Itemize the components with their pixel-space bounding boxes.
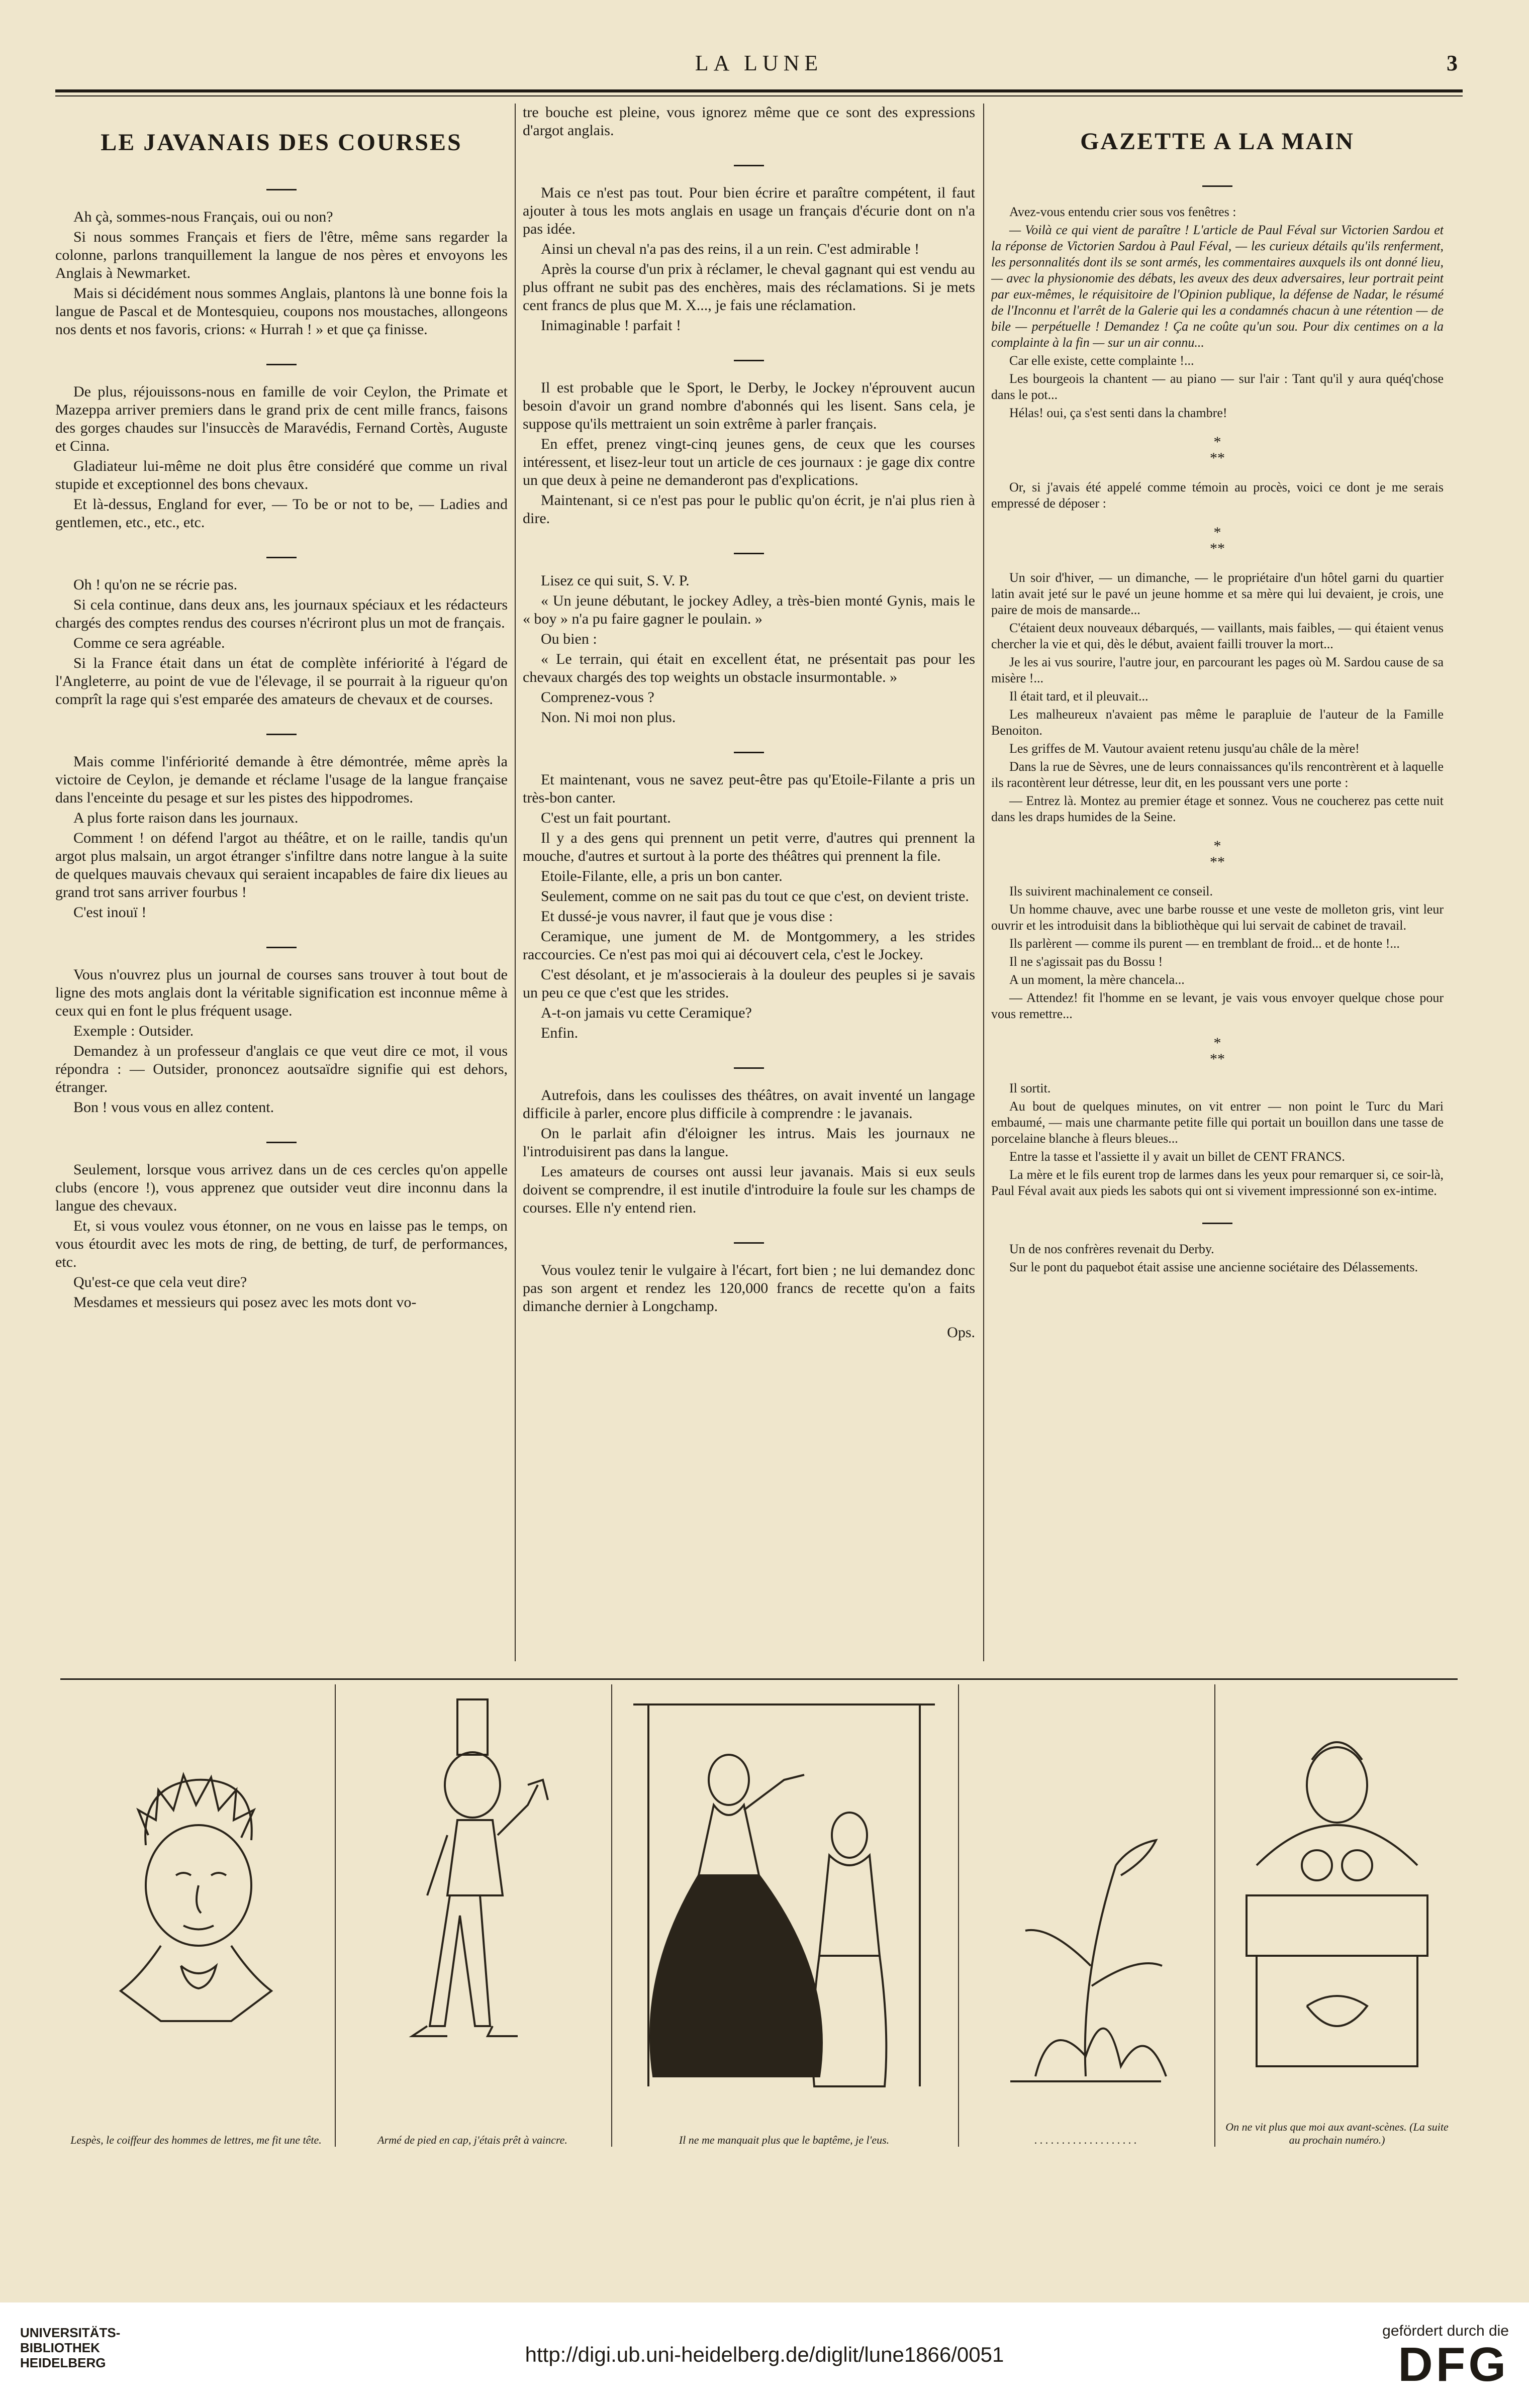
panel-divider [958,1684,959,2147]
cartoon-caption: . . . . . . . . . . . . . . . . . . . [1034,2134,1137,2146]
paragraph: Mais si décidément nous sommes Anglais, plantons là une bonne fois la langue de Pascal et de Montesquieu, coupons nos moustaches, allongeons nos dents et nos favoris, crions: « Hurrah ! » et que ça finisse. [55,285,508,338]
sponsor-block [1382,2323,1509,2390]
paragraph: Enfin. [541,1025,579,1041]
paragraph: C'est désolant, et je m'associerais à la douleur des peuples si je savais un peu ce que c'est que les strides. [523,966,975,1001]
panel-divider [611,1684,612,2147]
article-title-gazette: GAZETTE A LA MAIN [1080,128,1355,155]
cartoon-panel-armed [337,1684,608,2147]
paragraph: Il est probable que le Sport, le Derby, le Jockey n'éprouvent aucun besoin d'avoir un grand nombre d'abonnés qui les lisent. Sans cela, je suppose qu'ils mettraient un soin extrême à parler français. [523,379,975,432]
paragraph: Avez-vous entendu crier sous vos fenêtres : [1009,205,1236,219]
section-dash [523,740,975,758]
paragraph: A-t-on jamais vu cette Ceramique? [541,1005,752,1021]
cartoon-caption: Lespès, le coiffeur des hommes de lettres, me fit une tête. [70,2134,322,2146]
paragraph: Ils parlèrent — comme ils purent — en tremblant de froid... et de honte !... [1009,936,1400,951]
paragraph: Et là-dessus, England for ever, — To be or not to be, — Ladies and gentlemen, etc., etc., etc. [55,496,508,531]
paragraph: Il était tard, et il pleuvait... [1009,689,1149,704]
paragraph: Si cela continue, dans deux ans, les journaux spéciaux et les rédacteurs chargés des comptes rendus des courses n'écriront plus un mot de français. [55,596,508,631]
section-dash [55,1130,508,1148]
paragraph: Demandez à un professeur d'anglais ce que veut dire ce mot, il vous répondra : — Outsider, prononcez aoutsaïdre signifie qui est dehors, étranger. [55,1043,508,1095]
section-dash [523,348,975,366]
paragraph: Exemple : Outsider. [73,1023,194,1039]
section-dash [991,175,1444,191]
column-1 [55,104,508,1661]
paragraph: Ah çà, sommes-nous Français, oui ou non? [73,209,333,225]
source-url-link[interactable]: http://digi.ub.uni-heidelberg.de/diglit/lune1866/0051 [525,2343,1004,2366]
paragraph: Mais comme l'infériorité demande à être démontrée, même après la victoire de Ceylon, je demande et réclame l'usage de la langue française dans l'enceinte du pesage et sur les pistes des hippodromes. [55,753,508,806]
paragraph: Seulement, comme on ne sait pas du tout ce que c'est, on devient triste. [541,888,969,905]
paragraph: Non. Ni moi non plus. [541,709,676,726]
section-dash [523,1230,975,1248]
author-signature: Ops. [947,1324,975,1341]
paragraph: Si la France était dans un état de complète infériorité à l'égard de l'Angleterre, au point de vue de l'élevage, il se pourrait à la rigueur qu'on comprît la rage qui s'est emparée des amateurs de chevaux et de courses. [55,655,508,708]
paragraph: Mais ce n'est pas tout. Pour bien écrire et paraître compétent, il faut ajouter à tous les mots anglais en usage un français d'écurie dont on n'a pas idée. [523,184,975,237]
paragraph: Un homme chauve, avec une barbe rousse et une veste de molleton gris, vint leur ouvrir et les introduisit dans la bibliothèque qui lui servait de cabinet de travail. [991,902,1444,933]
paragraph: C'est inouï ! [73,904,147,921]
section-dash [523,541,975,559]
asterism: * ** [1210,1035,1225,1067]
paragraph: Autrefois, dans les coulisses des théâtres, on avait inventé un langage difficile à parler, encore plus difficile à comprendre : le javanais. [523,1087,975,1122]
paragraph: Or, si j'avais été appelé comme témoin au procès, voici ce dont je me serais empressé de déposer : [991,480,1444,511]
paragraph: Et maintenant, vous ne savez peut-être pas qu'Etoile-Filante a pris un très-bon canter. [523,771,975,806]
institution-line: BIBLIOTHEK [20,2340,100,2355]
paragraph: Ceramique, une jument de M. de Montgommery, a les strides raccourcies. Ce n'est pas moi qui ai découvert cela, c'est le Jockey. [523,928,975,963]
paragraph: Vous n'ouvrez plus un journal de courses sans trouver à tout bout de ligne des mots anglais dont la véritable signification est inconnue même à ceux qui en font le plus fréquent usage. [55,966,508,1019]
cartoon-panel-theatre [1216,1684,1458,2147]
column-3 [991,104,1444,1661]
paragraph: Hélas! oui, ça s'est senti dans la chambre! [1009,406,1227,420]
paragraph: Car elle existe, cette complainte !... [1009,353,1194,368]
masthead-title: LA LUNE [695,51,823,75]
column-2 [523,104,975,1661]
section-dash [55,935,508,953]
paragraph: Sur le pont du paquebot était assise une ancienne sociétaire des Délassements. [1009,1260,1418,1274]
paragraph: Les griffes de M. Vautour avaient retenu jusqu'au châle de la mère! [1009,741,1360,756]
paragraph: Au bout de quelques minutes, on vit entrer — non point le Turc du Mari embaumé, — mais une charmante petite fille qui portait un bouillon dans une tasse de porcelaine blanche à fleurs bleues... [991,1099,1444,1146]
institution-line: UNIVERSITÄTS- [20,2325,121,2340]
paragraph: C'étaient deux nouveaux débarqués, — vaillants, mais faibles, — qui étaient venus chercher la vie et qui, dès le début, avaient failli trouver la mort... [991,621,1444,651]
cartoon-panel-barber [60,1684,332,2147]
header-rule-thin [55,95,1463,96]
paragraph: Ils suivirent machinalement ce conseil. [1009,884,1213,898]
paragraph: — Attendez! fit l'homme en se levant, je vais vous envoyer quelque chose pour vous remettre... [991,990,1444,1021]
page-header [60,48,1458,78]
paragraph: Bon ! vous vous en allez content. [73,1099,274,1116]
cartoon-panel-plant [960,1684,1211,2147]
paragraph: De plus, réjouissons-nous en famille de voir Ceylon, the Primate et Mazeppa arriver premiers dans le grand prix de cent mille francs, faisons des gorges chaudes sur l'insuccès de Maravédis, Fernand Cortès, Auguste et Cinna. [55,383,508,454]
paragraph: Un soir d'hiver, — un dimanche, — le propriétaire d'un hôtel garni du quartier latin avait jeté sur le pavé un jeune homme et sa mère qui lui devaient, je crois, une paire de mois de mansarde... [991,570,1444,617]
page-number: 3 [1447,51,1458,75]
paragraph: Après la course d'un prix à réclamer, le cheval gagnant qui est vendu au plus offrant ne subit pas des enchères, mais des réclamations. Si je mets cent francs de plus que M. X..., je fais une réclamation. [523,261,975,314]
section-dash [55,352,508,370]
paragraph: Les amateurs de courses ont aussi leur javanais. Mais si eux seuls doivent se comprendre, il est inutile d'introduire la foule sur les champs de courses. Elle n'y entend rien. [523,1163,975,1216]
paragraph: Dans la rue de Sèvres, une de leurs connaissances qu'ils rencontrèrent et à laquelle ils racontèrent leur détresse, leur dit, en les poussant vers une porte : [991,759,1444,790]
dfg-logo: DFG [1398,2338,1509,2391]
paragraph: Etoile-Filante, elle, a pris un bon canter. [541,868,783,884]
section-dash [523,153,975,171]
paragraph: A plus forte raison dans les journaux. [73,810,299,826]
paragraph: Il ne s'agissait pas du Bossu ! [1009,954,1163,969]
paragraph: Si nous sommes Français et fiers de l'être, même sans regarder la colonne, parlons tranquillement la langue de nos pères et envoyons les Anglais à Newmarket. [55,229,508,281]
paragraph: Comme ce sera agréable. [73,635,225,651]
paragraph: C'est un fait pourtant. [541,810,671,826]
paragraph: A un moment, la mère chancela... [1009,972,1185,987]
paragraph: Les malheureux n'avaient pas même le parapluie de l'auteur de la Famille Benoiton. [991,707,1444,738]
paragraph: Ainsi un cheval n'a pas des reins, il a un rein. C'est admirable ! [541,241,920,257]
section-dash [55,545,508,563]
cartoon-strip-rule [60,1678,1458,1680]
paragraph: — Voilà ce qui vient de paraître ! L'article de Paul Féval sur Victorien Sardou et la réponse de Victorien Sardou à Paul Féval, — les curieux détails qu'ils renferment, les personnalités dont ils se sont armés, les commentaires auxquels ils ont donné lieu, — avec la physionomie des débats, les aveux des deux adversaires, leur portrait peint par eux-mêmes, le réquisitoire de l'Opinion publique, la défense de Nadar, le résumé de l'Inconnu et l'arrêt de la Galerie qui les a condamnés chacun à une rétention — de bile — perpétuelle ! Demandez ! Ça ne coûte qu'un sou. Pour dix centimes on a la complainte à la fin — sur un air connu... [991,223,1444,350]
article-title-javanais: LE JAVANAIS DES COURSES [101,129,462,156]
paragraph: « Le terrain, qui était en excellent état, ne présentait pas pour les chevaux chargés des top weights un obstacle insurmontable. » [523,651,975,685]
paragraph: Comment ! on défend l'argot au théâtre, et on le raille, tandis qu'un argot plus malsain, un argot étranger s'infiltre dans notre langue à la suite de quelques mauvais chevaux qui seraient incapables de faire dix lieues au grand trot sans arriver fourbus ! [55,830,508,900]
asterism: * ** [1210,838,1225,870]
cartoon-panel-baptism [613,1684,955,2147]
digitization-footer [0,2302,1529,2408]
cartoon-caption: On ne vit plus que moi aux avant-scènes. (La suite au prochain numéro.) [1225,2121,1449,2146]
panel-divider [335,1684,336,2147]
paragraph: Les bourgeois la chantent — au piano — sur l'air : Tant qu'il y aura quéq'chose dans le pot... [991,371,1444,402]
paragraph: Vous voulez tenir le vulgaire à l'écart, fort bien ; ne lui demandez donc pas son argent et rendez les 120,000 francs de recette qu'on a faits dimanche dernier à Longchamp. [523,1262,975,1315]
paragraph: Seulement, lorsque vous arrivez dans un de ces cercles qu'on appelle clubs (encore !), vous apprenez que outsider veut dire inconnu dans la langue des chevaux. [55,1161,508,1214]
theatre-box-illustration [1216,1684,1458,2117]
paragraph: Gladiateur lui-même ne doit plus être considéré que comme un rival stupide et exceptionnel des bons chevaux. [55,458,508,492]
paragraph: Et dussé-je vous navrer, il faut que je vous dise : [541,908,833,925]
paragraph: La mère et le fils eurent trop de larmes dans les yeux pour remarquer si, ce soir-là, Paul Féval avait aux pieds les sabots qui ont si vivement impressionné son ex-intime. [991,1167,1444,1198]
paragraph: Lisez ce qui suit, S. V. P. [541,572,690,589]
standing-figure-illustration [337,1684,608,2117]
section-dash [55,177,508,195]
paragraph: — Entrez là. Montez au premier étage et sonnez. Vous ne coucherez pas cette nuit dans les draps humides de la Seine. [991,793,1444,824]
paragraph: Un de nos confrères revenait du Derby. [1009,1242,1214,1256]
paragraph: Entre la tasse et l'assiette il y avait un billet de CENT FRANCS. [1009,1149,1345,1164]
sponsor-label: gefördert durch die [1382,2323,1509,2339]
column-divider [515,104,516,1661]
paragraph: Oh ! qu'on ne se récrie pas. [73,576,238,593]
paragraph: Inimaginable ! parfait ! [541,317,682,334]
paragraph: Qu'est-ce que cela veut dire? [73,1274,247,1290]
section-dash [991,1212,1444,1228]
section-dash [55,722,508,740]
paragraph: Et, si vous voulez vous étonner, on ne vous en laisse pas le temps, on vous étourdit avec les mots de ring, de betting, de turf, de performances, etc. [55,1218,508,1270]
asterism: * ** [1210,524,1225,557]
dressing-scene-illustration [613,1684,955,2117]
paragraph: Il sortit. [1009,1081,1051,1095]
paragraph: Mesdames et messieurs qui posez avec les mots dont vo- [73,1294,417,1311]
panel-divider [1214,1684,1215,2147]
paragraph: On le parlait afin d'éloigner les intrus. Mais les journaux ne l'introduisirent pas dans la langue. [523,1125,975,1160]
paragraph: tre bouche est pleine, vous ignorez même que ce sont des expressions d'argot anglais. [523,104,975,139]
paragraph: En effet, prenez vingt-cinq jeunes gens, de ceux que les courses intéressent, et lisez-leur tout un article de ces journaux : je gage dix contre un que deux à peine ne demanderont pas d'explications. [523,436,975,488]
paragraph: Ou bien : [541,631,597,647]
paragraph: « Un jeune débutant, le jockey Adley, a très-bien monté Gynis, mais le « boy » n'a pu faire gagner le poulain. » [523,592,975,627]
cartoon-strip [60,1684,1458,2147]
paragraph: Comprenez-vous ? [541,689,654,706]
paragraph: Il y a des gens qui prennent un petit verre, d'autres qui prennent la mouche, d'autres et surtout à la porte des théâtres qui prennent la file. [523,830,975,864]
caricature-head-illustration [60,1684,332,2117]
paragraph: Maintenant, si ce n'est pas pour le public qu'on écrit, je n'ai plus rien à dire. [523,492,975,527]
flower-plant-illustration [960,1684,1211,2117]
asterism: * ** [1210,434,1225,466]
column-divider [983,104,984,1661]
section-dash [523,1055,975,1073]
cartoon-caption: Armé de pied en cap, j'étais prêt à vaincre. [377,2134,567,2146]
institution-line: HEIDELBERG [20,2355,106,2370]
header-rule-thick [55,89,1463,92]
cartoon-caption: Il ne me manquait plus que le baptême, je l'eus. [679,2134,890,2146]
paragraph: Je les ai vus sourire, l'autre jour, en parcourant les pages où M. Sardou cause de sa misère !... [991,655,1444,685]
